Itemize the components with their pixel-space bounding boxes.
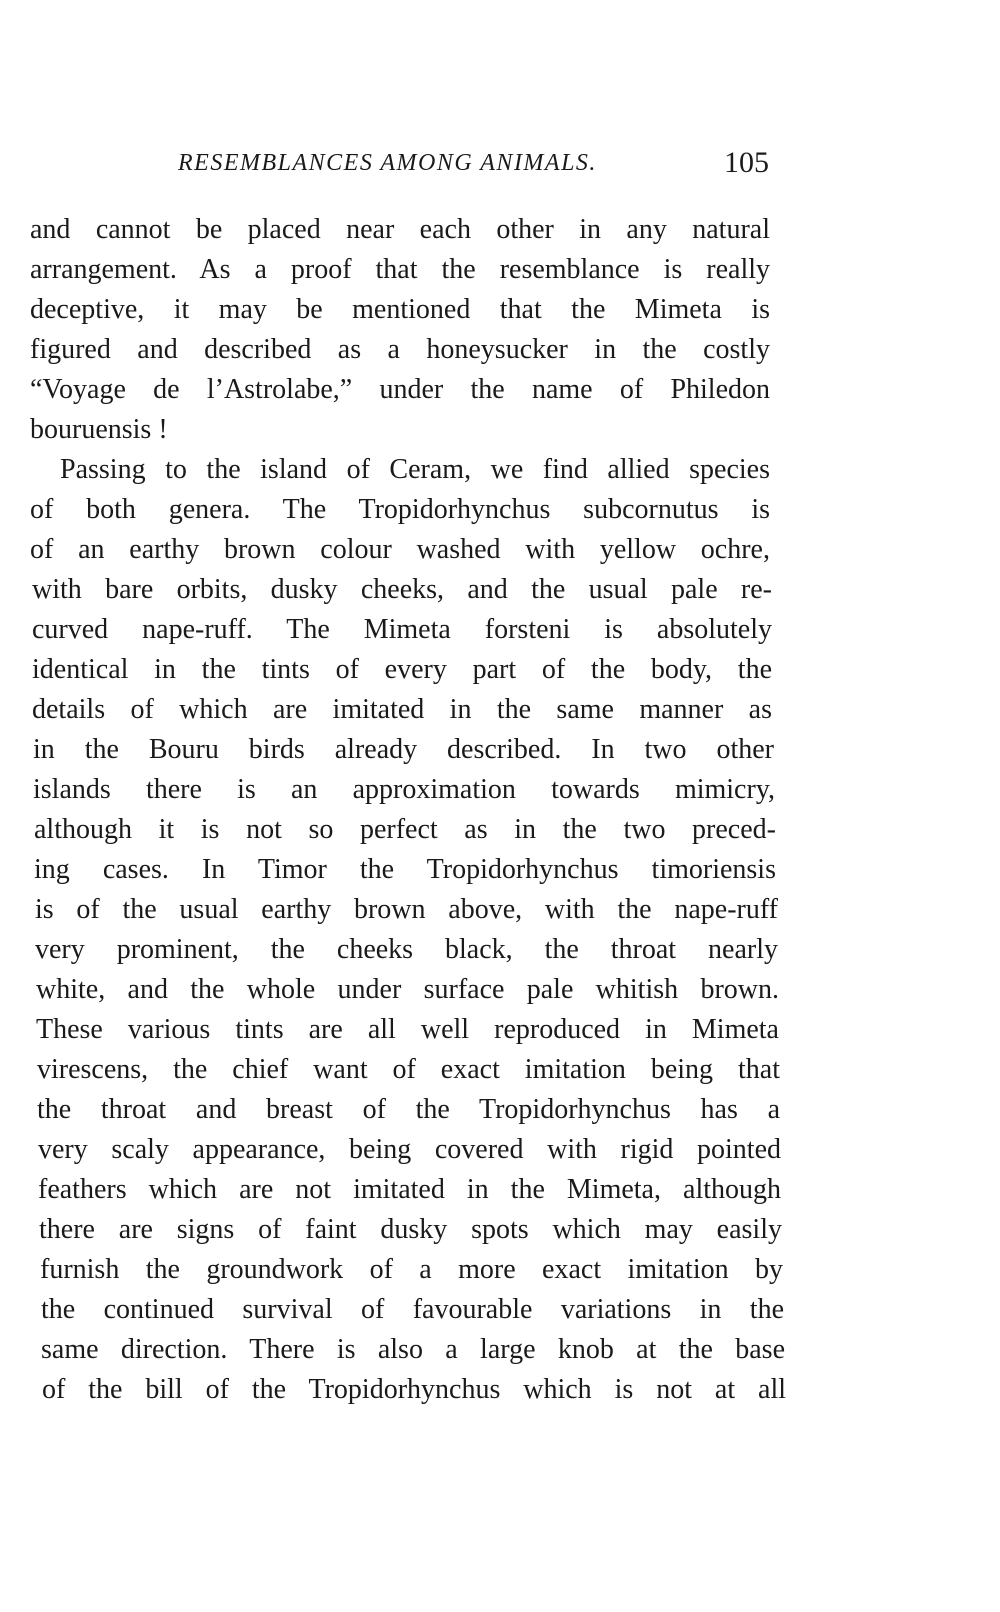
text-line: arrangement. As a proof that the resemblance is really	[30, 254, 770, 285]
text-line: of an earthy brown colour washed with yellow ochre,	[30, 534, 770, 565]
text-line: details of which are imitated in the same manner as	[32, 694, 772, 725]
text-line: “Voyage de l’Astrolabe,” under the name of Philedon	[30, 374, 770, 405]
text-line: although it is not so perfect as in the two preced-	[34, 814, 776, 845]
text-line: virescens, the chief want of exact imitation being that	[37, 1054, 780, 1085]
text-line: with bare orbits, dusky cheeks, and the usual pale re-	[32, 574, 772, 605]
text-line: the throat and breast of the Tropidorhynchus has a	[37, 1094, 780, 1125]
text-line: furnish the groundwork of a more exact imitation by	[40, 1254, 783, 1285]
text-line: of the bill of the Tropidorhynchus which is not at all	[42, 1374, 786, 1405]
text-line: figured and described as a honeysucker in the costly	[30, 334, 770, 365]
page-number: 105	[724, 146, 769, 179]
text-line: curved nape-ruff. The Mimeta forsteni is absolutely	[32, 614, 772, 645]
body-text	[30, 210, 790, 1410]
text-line: very scaly appearance, being covered with rigid pointed	[38, 1134, 781, 1165]
text-line: feathers which are not imitated in the Mimeta, although	[38, 1174, 781, 1205]
text-line: identical in the tints of every part of the body, the	[32, 654, 772, 685]
running-title: RESEMBLANCES AMONG ANIMALS.	[178, 150, 597, 176]
text-line: and cannot be placed near each other in any natural	[30, 214, 770, 245]
text-line: deceptive, it may be mentioned that the Mimeta is	[30, 294, 770, 325]
paragraph-start-line: Passing to the island of Ceram, we find allied species	[60, 454, 770, 485]
text-line: ing cases. In Timor the Tropidorhynchus timoriensis	[34, 854, 776, 885]
text-line: white, and the whole under surface pale whitish brown.	[36, 974, 779, 1005]
paragraph-end-line: bouruensis !	[30, 414, 168, 445]
text-line: there are signs of faint dusky spots which may easily	[39, 1214, 782, 1245]
text-line: islands there is an approximation towards mimicry,	[33, 774, 775, 805]
text-line: These various tints are all well reproduced in Mimeta	[36, 1014, 779, 1045]
text-line: is of the usual earthy brown above, with the nape-ruff	[35, 894, 778, 925]
text-line: in the Bouru birds already described. In two other	[33, 734, 774, 765]
text-line: the continued survival of favourable variations in the	[41, 1294, 784, 1325]
text-line: very prominent, the cheeks black, the throat nearly	[35, 934, 778, 965]
text-line: of both genera. The Tropidorhynchus subcornutus is	[30, 494, 770, 525]
text-line: same direction. There is also a large knob at the base	[41, 1334, 785, 1365]
page-header	[0, 146, 1000, 186]
